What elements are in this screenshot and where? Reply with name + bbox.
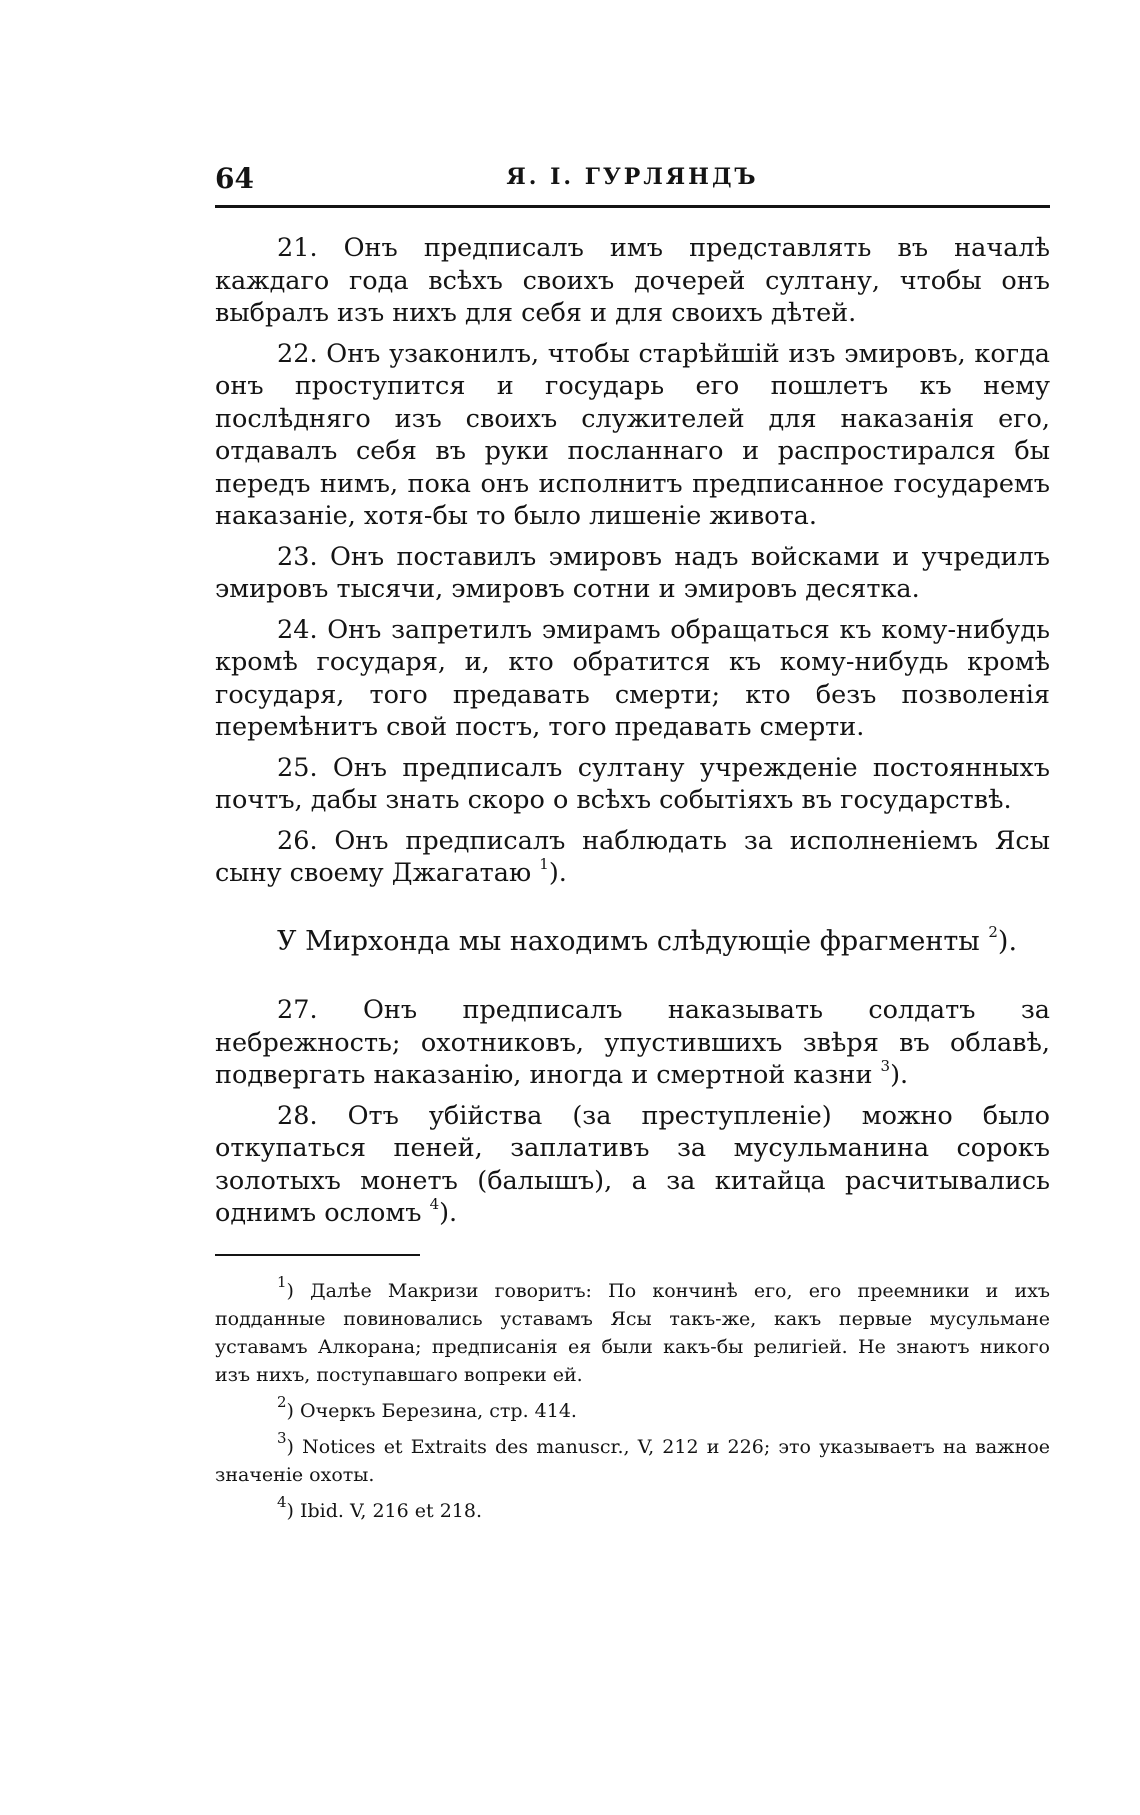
footnote-rule [215, 1254, 420, 1256]
page-number: 64 [215, 162, 254, 195]
footnote-3: $^3$) Notices et Extraits des manuscr., V, 212 и 226; это указываетъ на важное значеніе охоты. [215, 1428, 1050, 1486]
footnote-ref-3[interactable]: 3 [880, 1056, 891, 1075]
footnote-mark: 3 [277, 1428, 287, 1447]
running-title: Я. І. ГУРЛЯНДЪ [506, 164, 759, 190]
page-header [215, 162, 1050, 202]
paragraph-25: 25. Онъ предписалъ султану учрежденіе постоянныхъ почтъ, дабы знать скоро о всѣхъ событіяхъ въ государствѣ. [215, 752, 1050, 815]
paragraph-27: 27. Онъ предписалъ наказывать солдатъ за небрежность; охотниковъ, упустившихъ звѣря въ облавѣ, подвергать наказанію, иногда и смертной казни $^3$). [215, 995, 1050, 1090]
footnote-ref-2[interactable]: 2 [988, 922, 998, 941]
paragraph-24: 24. Онъ запретилъ эмирамъ обращаться къ кому-нибудь кромѣ государя, и, кто обратится къ кому-нибудь кромѣ государя, того предавать смерти; кто безъ позволенія перемѣнитъ свой постъ, того предавать смерти. [215, 614, 1050, 742]
footnote-2: $^2$) Очеркъ Березина, стр. 414. [277, 1392, 577, 1422]
main-text [215, 232, 1050, 1230]
footnote-mark: 2 [277, 1392, 287, 1411]
paragraph-26: 26. Онъ предписалъ наблюдать за исполненіемъ Ясы сыну своему Джагатаю $^1$). [215, 825, 1050, 888]
footnote-mark: 1 [277, 1272, 287, 1291]
footnote-ref-1[interactable]: 1 [539, 854, 549, 873]
footnote-1: $^1$) Далѣе Макризи говоритъ: По кончинѣ его, его преемники и ихъ подданные повиновались уставамъ Ясы такъ-же, какъ первые мусульмане уставамъ Алкорана; предписанія ея были какъ-бы религіей. Не знаютъ никого изъ нихъ, поступавшаго вопреки ей. [215, 1272, 1050, 1386]
paragraph-23: 23. Онъ поставилъ эмировъ надъ войсками и учредилъ эмировъ тысячи, эмировъ сотни и эмировъ десятка. [215, 541, 1050, 604]
footnotes [215, 1272, 1050, 1533]
paragraph-22: 22. Онъ узаконилъ, чтобы старѣйшій изъ эмировъ, когда онъ проступится и государь его пошлетъ къ нему послѣдняго изъ своихъ служителей для наказанія его, отдавалъ себя въ руки посланнаго и распростирался бы передъ нимъ, пока онъ исполнитъ предписанное государемъ наказаніе, хотя-бы то было лишеніе живота. [215, 338, 1050, 531]
paragraph-21: 21. Онъ предписалъ имъ представлять въ началѣ каждаго года всѣхъ своихъ дочерей султану, чтобы онъ выбралъ изъ нихъ для себя и для своихъ дѣтей. [215, 233, 1050, 328]
header-rule [215, 205, 1050, 208]
paragraph-28: 28. Отъ убійства (за преступленіе) можно было откупаться пеней, заплативъ за мусульманина сорокъ золотыхъ монетъ (балышъ), а за китайца расчитывались однимъ осломъ $^4$). [215, 1100, 1050, 1228]
footnote-ref-4[interactable]: 4 [429, 1194, 440, 1213]
section-intro: У Мирхонда мы находимъ слѣдующіе фрагменты $^2$). [277, 922, 1018, 957]
footnote-mark: 4 [277, 1492, 287, 1511]
footnote-4: $^4$) Ibid. V, 216 et 218. [277, 1492, 482, 1522]
